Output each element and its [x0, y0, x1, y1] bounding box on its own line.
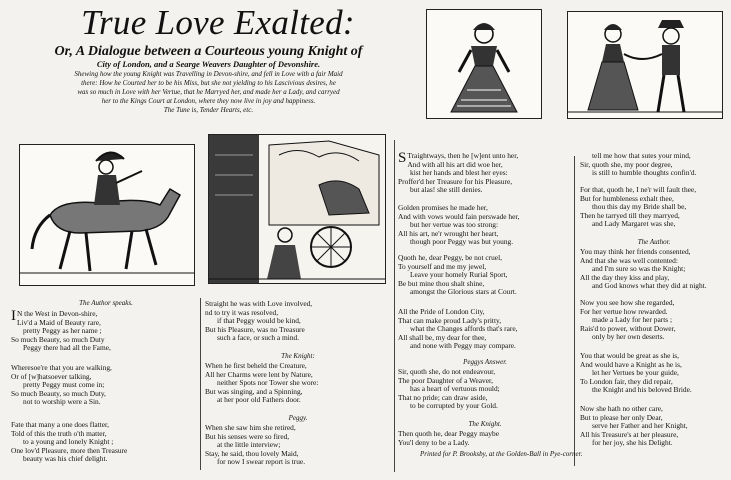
verse-line: Leave your homely Rurial Sport, [410, 270, 508, 280]
verse-line: at her poor old Fathers door. [217, 395, 301, 405]
verse-line: All the Pride of London City, [398, 307, 485, 316]
verse-line: Sir, quoth she, my poor degree, [580, 159, 673, 169]
verse-line: Straight he was with Love involved, [205, 299, 313, 308]
stanza [580, 248, 730, 291]
stanza [205, 300, 391, 343]
verse-line: All his art, ne'r wrought her heart, [398, 228, 499, 238]
verse-line: pretty Peggy must come in; [23, 380, 105, 390]
verse-line: Peggy there had all the Fame, [23, 343, 111, 353]
verse-line: has a heart of vertuous mould; [410, 384, 500, 394]
intro-line: was so much in Love with her Vertue, that he Marryed her, and made her a Lady, and carryed [77, 88, 340, 96]
peggy-heading: Peggy. [288, 414, 308, 422]
drop-cap: S [398, 150, 407, 166]
verse-line: Told of this the truth o'th matter, [11, 428, 107, 438]
verse-line: Sir, quoth she, do not endeavour, [398, 367, 496, 376]
stanza [398, 254, 572, 297]
intro-line: there: How he Courted her to be his Miss, but she not yielding to his Lascivious desires, he [81, 79, 336, 87]
verse-line: to a young and lonely Knight ; [23, 437, 114, 447]
verse-line: and none with Peggy may compare. [410, 341, 516, 351]
verse-line: To yourself and me my jewel, [398, 261, 487, 271]
verse-line: You that would be great as she is, [580, 351, 680, 360]
verse-line: And with vows would fain perswade her, [398, 211, 520, 221]
verse-line: Golden promises he made her, [398, 203, 488, 212]
stanza [11, 310, 197, 353]
verse-line: For that, quoth he, I ne'r will fault thee, [580, 185, 697, 194]
page-centre-fold [394, 140, 395, 472]
verse-line: is still to humble thoughts confin'd. [592, 168, 697, 178]
verse-line: One lov'd Pleasure, more then Treasure [11, 445, 128, 455]
author-heading: The Author. [637, 238, 671, 246]
verse-line: Or of [w]hatsoever talking, [11, 371, 92, 381]
verse-line: And would have a Knight as he is, [580, 359, 682, 369]
woodcut-couple [567, 11, 723, 119]
verse-line: but her vertue was too strong: [410, 220, 499, 230]
stanza [580, 352, 730, 395]
column-divider [574, 156, 575, 466]
verse-line: You may think her friends consented, [580, 247, 691, 256]
woodcut-spinning-maid [208, 134, 386, 284]
verse-line: So much Beauty, so much Duty, [11, 388, 106, 398]
verse-line: kist her hands and blest her eyes: [410, 168, 508, 178]
intro-line: Shewing how the young Knight was Travelling in Devon-shire, and fell in Love with a fair Maid [74, 70, 343, 78]
stanza [205, 362, 391, 405]
verse-line: neither Spots nor Tower she wore: [217, 378, 319, 388]
verse-line: But was singing, and a Spinning, [205, 386, 303, 396]
verse-line: Now she hath no other care, [580, 404, 663, 413]
stanza [580, 405, 730, 448]
verse-line: the Knight and his beloved Bride. [592, 385, 692, 395]
column-divider [200, 298, 201, 470]
knight-illustration [20, 145, 194, 285]
stanza [205, 424, 391, 467]
verse-line: All his Treasure's at her pleasure, [580, 429, 679, 439]
verse-line: I N the West in Devon-shire, [11, 308, 98, 324]
verse-line: To London fair, they did repair, [580, 376, 673, 386]
verse-line: such a face, or such a mind. [217, 333, 300, 343]
verse-line: S Traightways, then he [w]ent unto her, [398, 150, 519, 166]
printer-imprint: Printed for P. Brooksby, at the Golden-Ball in Pye-corner. [420, 450, 583, 458]
verse-line: When he first beheld the Creature, [205, 361, 307, 370]
verse-line: amongst the Glorious stars at Court. [410, 287, 517, 297]
stanza [398, 430, 572, 447]
knight-heading: The Knight. [468, 420, 502, 428]
verse-line: That can make proud Lady's pritty, [398, 315, 502, 325]
verse-line: All her Charms were lent by Nature, [205, 369, 313, 379]
author-speaks-heading: The Author speaks. [79, 299, 133, 307]
verse-line: what the Changes affords that's rare, [410, 324, 518, 334]
verse-line: if that Peggy would be kind, [217, 316, 301, 326]
verse-line: nd to try it was resolved, [205, 307, 279, 317]
verse-line: Fate that many a one does flatter, [11, 420, 110, 429]
verse-line: That no pride; can draw aside, [398, 392, 488, 402]
verse-line: at the little interview; [217, 440, 281, 450]
ballad-description [6, 70, 411, 115]
verse-line: You'l deny to be a Lady. [398, 437, 470, 447]
stanza [398, 204, 572, 247]
knight-heading: The Knight: [281, 352, 315, 360]
stanza [11, 421, 197, 464]
verse-line: Then he tarryed till they marryed, [580, 210, 680, 220]
verse-line: and I'm sure so was the Knight; [592, 264, 686, 274]
stanza [580, 299, 730, 342]
verse-line: All shall be, my dear for thee, [398, 332, 487, 342]
intro-line: her to the Kings Court at London, where they now live in joy and happiness. [101, 97, 316, 105]
verse-line: The poor Daughter of a Weaver, [398, 375, 494, 385]
verse-line: thou this day my Bride shall be, [592, 202, 687, 212]
verse-line: only by her own deserts. [592, 332, 665, 342]
verse-line: Stay, he said, thou lovely Maid, [205, 448, 299, 458]
verse-line: tell me how that sutes your mind, [592, 151, 691, 160]
subtitle-line-1: Or, A Dialogue between a Courteous young Knight of [54, 44, 363, 59]
stanza [398, 368, 572, 411]
verse-line: And that she was well contented: [580, 255, 678, 265]
stanza [11, 364, 197, 407]
verse-line: to be corrupted by your Gold. [410, 401, 498, 411]
verse-line: beauty was his chief delight. [23, 454, 108, 464]
stanza [580, 152, 730, 178]
verse-line: for her joy, she his Delight. [592, 438, 673, 448]
verse-line: and God knows what they did at night. [592, 281, 707, 291]
verse-line: Wheresoe're that you are walking, [11, 363, 112, 372]
stanza [398, 308, 572, 351]
verse-line: But to please her only Dear, [580, 412, 663, 422]
drop-cap: I [11, 308, 16, 324]
verse-line: Be but mine thou shalt shine, [398, 278, 485, 288]
verse-line: and Lady Margaret was she, [592, 219, 676, 229]
verse-line: For her vertue how rewarded. [580, 306, 668, 316]
lady-illustration [427, 10, 541, 118]
verse-line: Quoth he, dear Peggy, be not cruel, [398, 253, 502, 262]
verse-line: Rais'd to power, without Dower, [580, 323, 676, 333]
verse-line: And with all his art did woe her, [407, 159, 503, 169]
ballad-subtitle [6, 44, 411, 69]
verse-line: But his Pleasure, was no Treasure [205, 324, 305, 334]
verse-line: Then quoth he, dear Peggy maybe [398, 429, 499, 438]
verse-line: Now you see how she regarded, [580, 298, 675, 307]
verse-line: Proffer'd her Treasure for his Pleasure, [398, 176, 513, 186]
verse-line: But his senses were so fired, [205, 431, 290, 441]
verse-line: not to worship were a Sin. [23, 397, 101, 407]
verse-line: So much Beauty, so much Duty [11, 334, 105, 344]
couple-illustration [568, 12, 722, 118]
intro-tune: The Tune is, Tender Hearts, etc. [163, 106, 254, 114]
verse-line: let her Vertues be your guide, [592, 368, 679, 378]
woodcut-lady [426, 9, 542, 119]
verse-line: Liv'd a Maid of Beauty rare, [17, 317, 101, 327]
verse-line: All the day they kiss and play, [580, 272, 670, 282]
verse-line: but alas! she still denies. [410, 185, 483, 195]
woodcut-knight-on-horse [19, 144, 195, 286]
verse-line: serve her Father and her Knight, [592, 421, 688, 431]
verse-line: When she saw him she retired, [205, 423, 296, 432]
verse-line: though poor Peggy was but young. [410, 237, 514, 247]
ballad-title: True Love Exalted: [81, 3, 355, 42]
verse-line: pretty Peggy as her name ; [23, 326, 102, 336]
verse-line: But for humbleness exhalt thee, [580, 193, 674, 203]
spinning-illustration [209, 135, 385, 283]
verse-line: for now I swear report is true. [217, 457, 306, 467]
peggys-answer-heading: Peggys Answer. [463, 358, 507, 366]
subtitle-line-2: City of London, and a Searge Weavers Daughter of Devonshire. [96, 59, 321, 69]
stanza [580, 186, 730, 229]
verse-line: made a Lady for her parts ; [592, 315, 673, 325]
stanza [398, 152, 572, 195]
